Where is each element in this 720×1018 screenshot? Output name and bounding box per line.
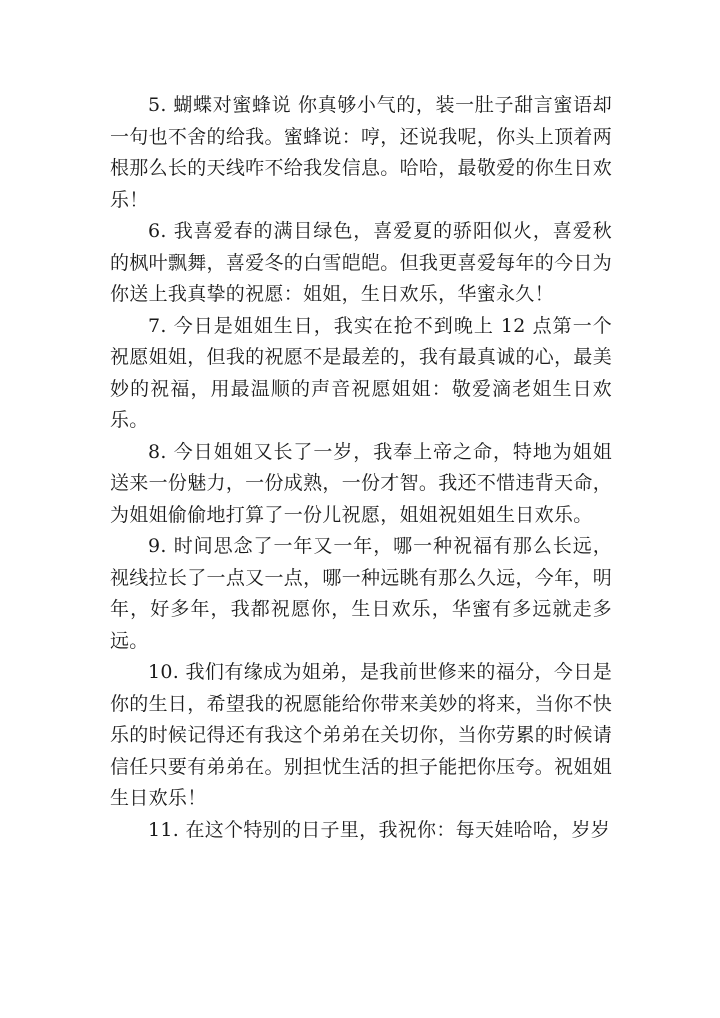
paragraph-6: 6. 我喜爱春的满目绿色，喜爱夏的骄阳似火，喜爱秋的枫叶飘舞，喜爱冬的白雪皑皑。但我更喜爱每年的今日为你送上我真挚的祝愿：姐姐，生日欢乐，华蜜永久！: [110, 220, 612, 305]
paragraph-10: 10. 我们有缘成为姐弟，是我前世修来的福分，今日是你的生日，希望我的祝愿能给你带来美妙的将来，当你不快乐的时候记得还有我这个弟弟在关切你，当你劳累的时候请信任只要有弟弟在。别担忧生活的担子能把你压夸。祝姐姐生日欢乐！: [110, 661, 612, 809]
paragraph-7: 7. 今日是姐姐生日，我实在抢不到晚上 12 点第一个祝愿姐姐，但我的祝愿不是最差的，我有最真诚的心，最美妙的祝福，用最温顺的声音祝愿姐姐：敬爱滴老姐生日欢乐。: [110, 314, 612, 431]
paragraph-5: 5. 蝴蝶对蜜蜂说 你真够小气的，装一肚子甜言蜜语却一句也不舍的给我。蜜蜂说：哼，还说我呢，你头上顶着两根那么长的天线咋不给我发信息。哈哈，最敬爱的你生日欢乐！: [110, 94, 612, 211]
document-body: [110, 90, 612, 846]
paragraph-9: 9. 时间思念了一年又一年，哪一种祝福有那么长远，视线拉长了一点又一点，哪一种远眺有那么久远，今年，明年，好多年，我都祝愿你，生日欢乐，华蜜有多远就走多远。: [110, 535, 612, 652]
paragraph-8: 8. 今日姐姐又长了一岁，我奉上帝之命，特地为姐姐送来一份魅力，一份成熟，一份才智。我还不惜违背天命，为姐姐偷偷地打算了一份儿祝愿，姐姐祝姐姐生日欢乐。: [110, 440, 612, 526]
paragraph-11: 11. 在这个特别的日子里，我祝你：每天娃哈哈，岁岁: [148, 818, 611, 841]
